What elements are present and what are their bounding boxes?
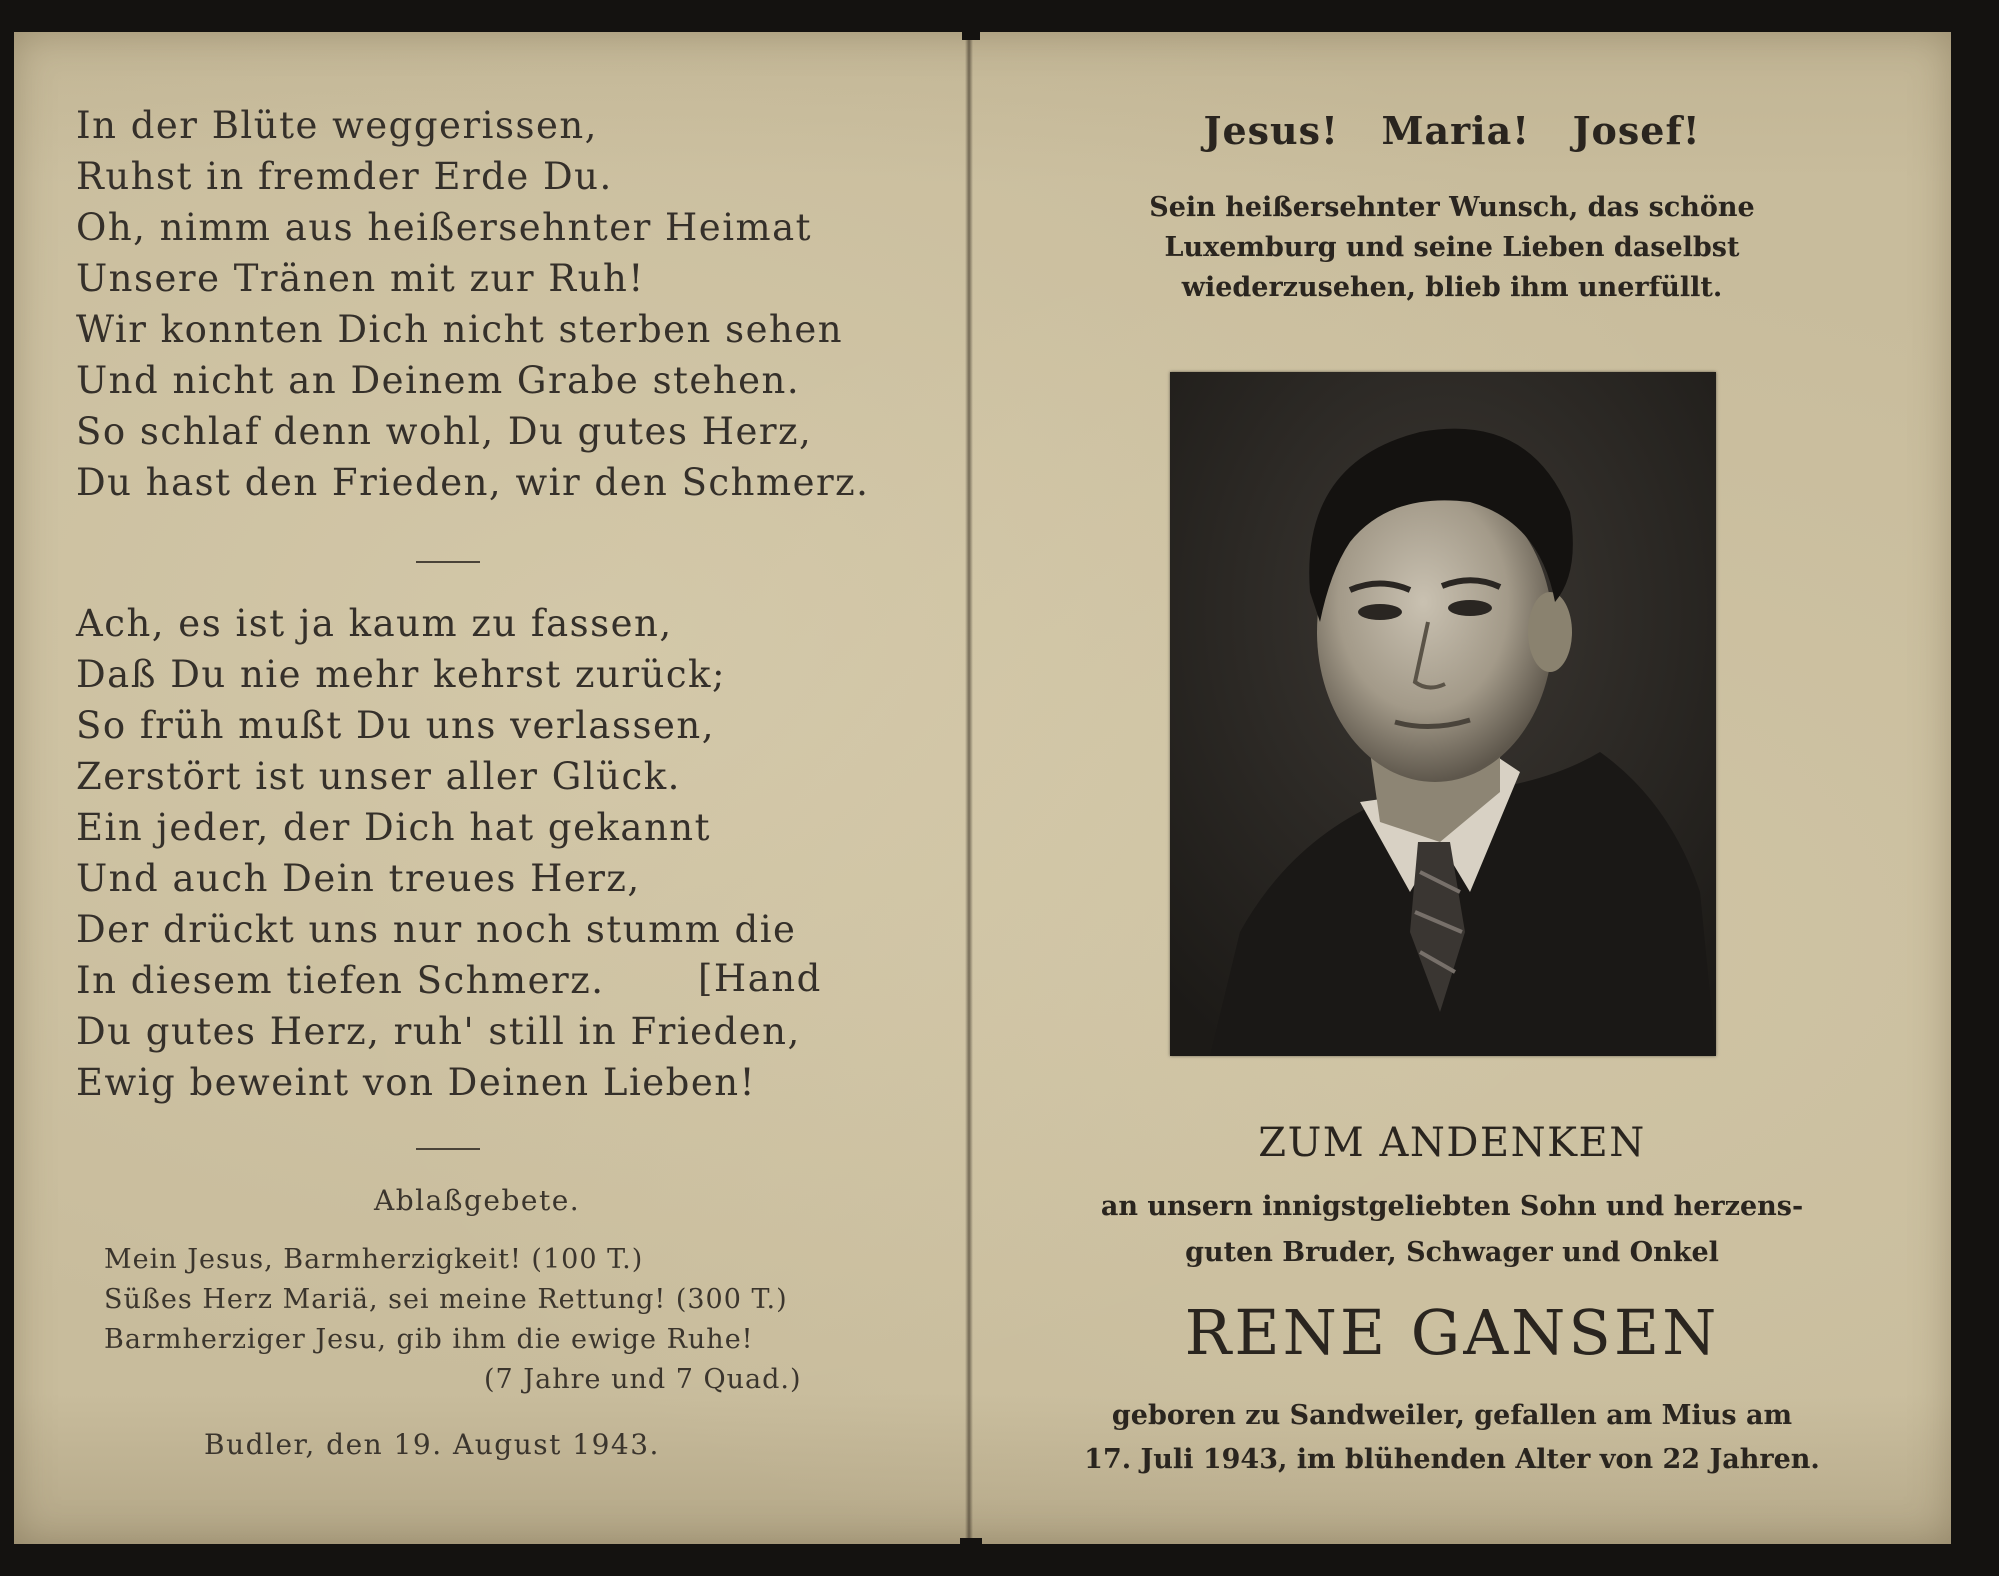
dedication-line: an unsern innigstgeliebten Sohn und herzens- — [1100, 1191, 1804, 1222]
place-date: Budler, den 19. August 1943. — [204, 1428, 660, 1461]
poem-second-stanza — [76, 598, 801, 1108]
poem-line: Wir konnten Dich nicht sterben sehen — [76, 308, 844, 351]
memorial-heading: ZUM ANDENKEN — [1258, 1120, 1646, 1166]
prayers-list — [104, 1240, 802, 1400]
birth-death-text — [1052, 1394, 1852, 1482]
separator-rule — [416, 561, 480, 563]
poem-line: Ruhst in fremder Erde Du. — [76, 155, 613, 198]
invocation-heading: Jesus! Maria! Josef! — [1203, 108, 1701, 153]
poem-line: Du hast den Frieden, wir den Schmerz. — [76, 461, 870, 504]
dedication-line: guten Bruder, Schwager und Onkel — [1185, 1237, 1719, 1268]
birth-death-line: 17. Juli 1943, im blühenden Alter von 22 Jahren. — [1084, 1444, 1820, 1475]
poem-line: Der drückt uns nur noch stumm die — [76, 908, 797, 951]
poem-line: So früh mußt Du uns verlassen, — [76, 704, 715, 747]
poem-line: Du gutes Herz, ruh' still in Frieden, — [76, 1010, 801, 1053]
poem-hand-note: [Hand — [698, 957, 822, 1000]
separator-rule — [416, 1148, 480, 1150]
prayers-heading: Ablaßgebete. — [374, 1184, 581, 1217]
poem-line: Ein jeder, der Dich hat gekannt — [76, 806, 711, 849]
poem-line: Und auch Dein treues Herz, — [76, 857, 641, 900]
prayer-line: (7 Jahre und 7 Quad.) — [484, 1364, 802, 1395]
center-fold — [965, 32, 973, 1544]
wish-line: Luxemburg und seine Lieben daselbst — [1164, 232, 1740, 263]
poem-line: Unsere Tränen mit zur Ruh! — [76, 257, 645, 300]
poem-line: So schlaf denn wohl, Du gutes Herz, — [76, 410, 813, 453]
birth-death-line: geboren zu Sandweiler, gefallen am Mius am — [1111, 1400, 1793, 1431]
wish-line: wiederzusehen, blieb ihm unerfüllt. — [1181, 272, 1723, 303]
dedication-text — [1052, 1184, 1852, 1276]
prayer-line: Mein Jesus, Barmherzigkeit! (100 T.) — [104, 1244, 644, 1275]
wish-line: Sein heißersehnter Wunsch, das schöne — [1149, 192, 1755, 223]
poem-line: Oh, nimm aus heißersehnter Heimat — [76, 206, 813, 249]
poem-first-stanza — [76, 100, 869, 508]
wish-text — [1052, 188, 1852, 308]
bottom-fold-gap — [960, 1538, 982, 1576]
poem-line: Zerstört ist unser aller Glück. — [76, 755, 681, 798]
poem-line: Ach, es ist ja kaum zu fassen, — [76, 602, 673, 645]
portrait-image — [1170, 372, 1716, 1056]
poem-line: In diesem tiefen Schmerz. — [76, 959, 605, 1002]
portrait-photo — [1170, 372, 1716, 1056]
top-fold-gap — [962, 0, 980, 40]
prayer-line: Barmherziger Jesu, gib ihm die ewige Ruhe! — [104, 1324, 754, 1355]
poem-line: Und nicht an Deinem Grabe stehen. — [76, 359, 801, 402]
poem-line: In der Blüte weggerissen, — [76, 104, 598, 147]
poem-line: Daß Du nie mehr kehrst zurück; — [76, 653, 726, 696]
prayer-line: Süßes Herz Mariä, sei meine Rettung! (300 T.) — [104, 1284, 788, 1315]
poem-line: Ewig beweint von Deinen Lieben! — [76, 1061, 756, 1104]
deceased-name: RENE GANSEN — [1184, 1296, 1720, 1369]
